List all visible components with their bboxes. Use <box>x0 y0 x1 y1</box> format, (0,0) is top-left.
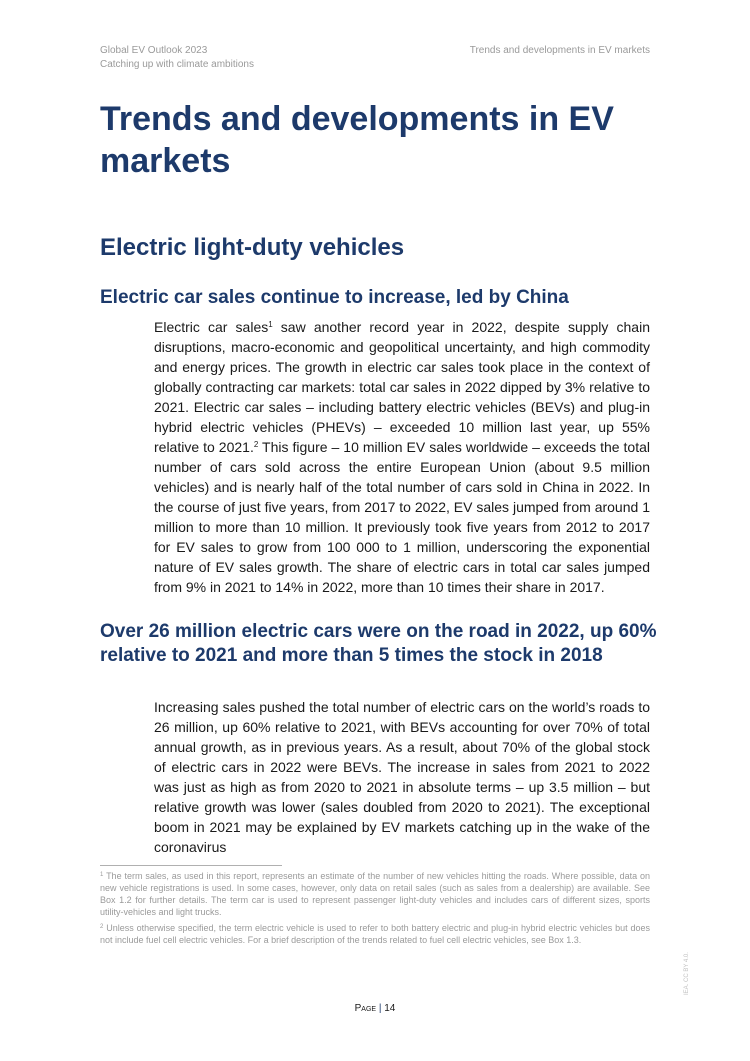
section-heading: Electric light-duty vehicles <box>100 234 405 261</box>
subsection-heading-sales: Electric car sales continue to increase, led by China <box>100 287 569 308</box>
body-paragraph-stock: Increasing sales pushed the total number of electric cars on the world’s roads to 26 million, up 60% relative to 2021, with BEVs accounting for over 70% of total annual growth, as in previous years. As a result, about 70% of the global stock of electric cars in 2022 were BEVs. The increase in sales from 2021 to 2022 was just as high as from 2020 to 2021 in absolute terms – up 3.5 million – but relative growth was lower (sales doubled from 2020 to 2021). The exceptional boom in 2021 may be explained by EV markets catching up in the wake of the coronavirus <box>154 699 650 855</box>
running-header-right: Trends and developments in EV markets <box>469 45 650 56</box>
paragraph-text: This figure – 10 million EV sales worldwide – exceeds the total number of cars sold across the entire European Union (about 9.5 million vehicles) and is nearly half of the total number of cars sold in China in 2022. In the course of just five years, from 2017 to 2022, EV sales jumped from around 1 million to more than 10 million. It previously took five years from 2012 to 2017 for EV sales to grow from 100 000 to 1 million, underscoring the exponential nature of EV sales growth. The share of electric cars in total car sales jumped from 9% in 2021 to 14% in 2022, more than 10 times their share in 2017. <box>154 439 650 595</box>
footnote-2 <box>100 922 650 946</box>
footnote-number: 1 <box>100 872 104 878</box>
paragraph-text: Electric car sales <box>154 319 269 335</box>
footnote-ref-1[interactable]: 1 <box>268 320 273 329</box>
footnote-text: The term sales, as used in this report, represents an estimate of the number of new vehicles hitting the roads. Where possible, data on new vehicle registrations is used. In some cases, however, only data on retail sales (such as sales from a dealership) are available. See Box 1.2 for further details. The term car is used to represent passenger light-duty vehicles and includes cars of different sizes, sports utility-vehicles and light trucks. <box>100 871 650 917</box>
footnote-divider <box>100 865 282 866</box>
paragraph-text: saw another record year in 2022, despite supply chain disruptions, macro-economic and geopolitical uncertainty, and high commodity and energy prices. The growth in electric car sales took place in the context of globally contracting car markets: total car sales in 2022 dipped by 3% relative to 2021. Electric car sales – including battery electric vehicles (BEVs) and plug-in hybrid electric vehicles (PHEVs) – exceeded 10 million last year, up 55% relative to 2021. <box>154 319 650 455</box>
license-note: IEA. CC BY 4.0. <box>684 952 690 995</box>
body-paragraph-sales <box>154 317 650 597</box>
footnote-1 <box>100 870 650 918</box>
page-number-value: 14 <box>384 1003 396 1014</box>
page-label: Page <box>354 1003 377 1014</box>
page-title: Trends and developments in EV markets <box>100 100 614 180</box>
page-number <box>0 1003 750 1014</box>
report-title: Global EV Outlook 2023 <box>100 45 208 56</box>
page-separator: | <box>378 1003 382 1014</box>
footnote-number: 2 <box>100 924 104 930</box>
report-subtitle: Catching up with climate ambitions <box>100 59 254 70</box>
running-header-left <box>100 44 254 72</box>
footnote-ref-2[interactable]: 2 <box>253 440 259 449</box>
subsection-heading-stock: Over 26 million electric cars were on the road in 2022, up 60% relative to 2021 and more than 5 times the stock in 2018 <box>100 621 657 666</box>
footnote-text: Unless otherwise specified, the term electric vehicle is used to refer to both battery electric and plug-in hybrid electric vehicles but does not include fuel cell electric vehicles. For a brief description of the trends related to fuel cell electric vehicles, see Box 1.3. <box>100 923 650 945</box>
